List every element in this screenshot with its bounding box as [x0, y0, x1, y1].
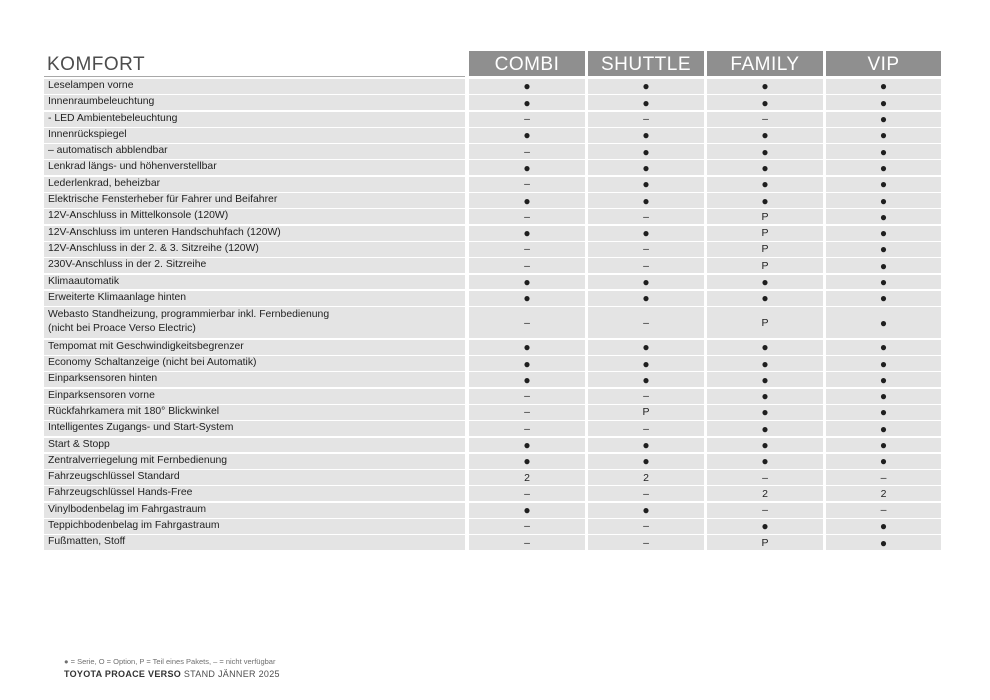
row-label [44, 405, 465, 420]
value-cell-family: – [707, 503, 823, 518]
row-label [44, 258, 465, 273]
row-label-text: Elektrische Fensterheber für Fahrer und Beifahrer [48, 194, 278, 206]
row-label [44, 356, 465, 371]
row-label-text: Einparksensoren vorne [48, 389, 155, 401]
value-cell-family: ● [707, 421, 823, 436]
value-cell-combi: ● [469, 275, 585, 290]
row-label [44, 421, 465, 436]
row-label [44, 242, 465, 257]
row-label-text: Start & Stopp [48, 438, 110, 450]
row-label [44, 95, 465, 110]
value-cell-combi: – [469, 389, 585, 404]
value-cell-vip: – [826, 503, 941, 518]
row-label-text: Klimaautomatik [48, 275, 120, 287]
row-label-text: 12V-Anschluss im unteren Handschuhfach (120W) [48, 226, 281, 238]
column-header-vip: VIP [826, 51, 941, 76]
value-cell-vip: ● [826, 193, 941, 208]
footer-brand: TOYOTA PROACE VERSO [64, 669, 182, 679]
row-label-text: Intelligentes Zugangs- und Start-System [48, 422, 234, 434]
value-cell-family: ● [707, 372, 823, 387]
value-cell-vip: ● [826, 128, 941, 143]
row-label-text: Leselampen vorne [48, 80, 134, 91]
footer-legend: ● = Serie, O = Option, P = Teil eines Pakets, – = nicht verfügbar [64, 657, 276, 666]
row-label [44, 275, 465, 290]
row-label [44, 144, 465, 159]
value-cell-shuttle: – [588, 242, 704, 257]
row-label [44, 177, 465, 192]
value-cell-vip: ● [826, 226, 941, 241]
value-cell-family: ● [707, 193, 823, 208]
row-label [44, 128, 465, 143]
value-cell-combi: – [469, 307, 585, 338]
value-cell-vip: ● [826, 160, 941, 175]
row-label [44, 438, 465, 453]
value-cell-combi: – [469, 519, 585, 534]
value-cell-combi: – [469, 421, 585, 436]
value-cell-vip: ● [826, 307, 941, 338]
value-cell-family: P [707, 226, 823, 241]
value-cell-family: ● [707, 128, 823, 143]
value-cell-family: P [707, 242, 823, 257]
row-label-text: Innenraumbeleuchtung [48, 96, 155, 108]
column-header-family: FAMILY [707, 51, 823, 76]
value-cell-combi: – [469, 209, 585, 224]
row-label-text: Webasto Standheizung, programmierbar inkl. Fernbedienung [48, 308, 330, 320]
value-cell-family: ● [707, 275, 823, 290]
row-label-text: 12V-Anschluss in Mittelkonsole (120W) [48, 210, 229, 222]
value-cell-shuttle: – [588, 535, 704, 550]
value-cell-combi: ● [469, 438, 585, 453]
value-cell-combi: ● [469, 356, 585, 371]
row-label-text: 230V-Anschluss in der 2. Sitzreihe [48, 259, 207, 271]
row-label [44, 503, 465, 518]
row-label-text: Rückfahrkamera mit 180° Blickwinkel [48, 405, 220, 417]
row-label [44, 486, 465, 501]
value-cell-combi: – [469, 535, 585, 550]
value-cell-combi: ● [469, 95, 585, 110]
value-cell-vip: ● [826, 438, 941, 453]
row-label-text: Einparksensoren hinten [48, 373, 158, 385]
row-label-text: Vinylbodenbelag im Fahrgastraum [48, 503, 207, 515]
value-cell-family: ● [707, 454, 823, 469]
column-header-shuttle: SHUTTLE [588, 51, 704, 76]
value-cell-family: P [707, 258, 823, 273]
value-cell-family: ● [707, 79, 823, 94]
value-cell-family: P [707, 535, 823, 550]
row-label-text: Economy Schaltanzeige (nicht bei Automatik) [48, 357, 257, 369]
value-cell-shuttle: ● [588, 226, 704, 241]
value-cell-family: – [707, 112, 823, 127]
value-cell-shuttle: ● [588, 177, 704, 192]
value-cell-combi: ● [469, 340, 585, 355]
value-cell-shuttle: ● [588, 454, 704, 469]
value-cell-combi: – [469, 112, 585, 127]
row-label [44, 470, 465, 485]
value-cell-shuttle: ● [588, 291, 704, 306]
value-cell-shuttle: ● [588, 340, 704, 355]
value-cell-vip: ● [826, 258, 941, 273]
value-cell-vip: ● [826, 275, 941, 290]
row-label [44, 226, 465, 241]
section-title: KOMFORT [47, 54, 146, 75]
value-cell-combi: ● [469, 160, 585, 175]
value-cell-shuttle: ● [588, 356, 704, 371]
row-label-text: – automatisch abblendbar [48, 145, 168, 157]
column-header-combi: COMBI [469, 51, 585, 76]
value-cell-family: ● [707, 389, 823, 404]
value-cell-vip: ● [826, 519, 941, 534]
value-cell-combi: ● [469, 79, 585, 94]
value-cell-vip: ● [826, 79, 941, 94]
value-cell-shuttle: – [588, 307, 704, 338]
value-cell-family: ● [707, 144, 823, 159]
value-cell-combi: ● [469, 193, 585, 208]
value-cell-combi: ● [469, 372, 585, 387]
value-cell-vip: ● [826, 291, 941, 306]
value-cell-combi: – [469, 144, 585, 159]
value-cell-shuttle: – [588, 209, 704, 224]
value-cell-family: P [707, 307, 823, 338]
row-label-text: Erweiterte Klimaanlage hinten [48, 291, 187, 303]
row-label [44, 160, 465, 175]
value-cell-family: ● [707, 438, 823, 453]
value-cell-shuttle: ● [588, 372, 704, 387]
value-cell-family: ● [707, 356, 823, 371]
row-label-text: Fahrzeugschlüssel Hands-Free [48, 487, 193, 499]
row-label [44, 340, 465, 355]
value-cell-shuttle: ● [588, 144, 704, 159]
value-cell-vip: 2 [826, 486, 941, 501]
row-label-text: Zentralverriegelung mit Fernbedienung [48, 454, 228, 466]
value-cell-vip: ● [826, 372, 941, 387]
row-label [44, 454, 465, 469]
value-cell-combi: ● [469, 503, 585, 518]
value-cell-shuttle: ● [588, 79, 704, 94]
row-label [44, 291, 465, 306]
value-cell-vip: ● [826, 177, 941, 192]
row-label-text: Fußmatten, Stoff [48, 536, 126, 548]
value-cell-vip: ● [826, 144, 941, 159]
row-label-text: 12V-Anschluss in der 2. & 3. Sitzreihe (120W) [48, 242, 259, 254]
row-label [44, 112, 465, 127]
value-cell-family: ● [707, 291, 823, 306]
value-cell-family: – [707, 470, 823, 485]
value-cell-combi: ● [469, 226, 585, 241]
value-cell-family: ● [707, 160, 823, 175]
value-cell-vip: ● [826, 112, 941, 127]
row-label-note: (nicht bei Proace Verso Electric) [48, 323, 196, 335]
value-cell-combi: ● [469, 454, 585, 469]
row-label-text: - LED Ambientebeleuchtung [48, 112, 178, 124]
value-cell-shuttle: – [588, 421, 704, 436]
value-cell-family: 2 [707, 486, 823, 501]
value-cell-family: ● [707, 95, 823, 110]
value-cell-family: ● [707, 340, 823, 355]
value-cell-family: P [707, 209, 823, 224]
value-cell-family: ● [707, 519, 823, 534]
value-cell-combi: ● [469, 291, 585, 306]
value-cell-shuttle: ● [588, 128, 704, 143]
title-divider [44, 76, 465, 77]
value-cell-family: ● [707, 405, 823, 420]
value-cell-shuttle: – [588, 519, 704, 534]
row-label [44, 519, 465, 534]
row-label [44, 372, 465, 387]
footer-caption [64, 669, 280, 679]
value-cell-vip: ● [826, 405, 941, 420]
value-cell-vip: ● [826, 421, 941, 436]
value-cell-shuttle: P [588, 405, 704, 420]
value-cell-combi: – [469, 405, 585, 420]
row-label [44, 209, 465, 224]
row-label-text: Fahrzeugschlüssel Standard [48, 471, 180, 483]
row-label-text: Innenrückspiegel [48, 128, 127, 140]
value-cell-vip: – [826, 470, 941, 485]
value-cell-combi: ● [469, 128, 585, 143]
value-cell-vip: ● [826, 340, 941, 355]
value-cell-vip: ● [826, 95, 941, 110]
row-label-text: Lederlenkrad, beheizbar [48, 177, 161, 189]
value-cell-shuttle: – [588, 486, 704, 501]
value-cell-combi: 2 [469, 470, 585, 485]
row-label [44, 535, 465, 550]
value-cell-vip: ● [826, 389, 941, 404]
value-cell-shuttle: ● [588, 95, 704, 110]
value-cell-vip: ● [826, 209, 941, 224]
value-cell-shuttle: ● [588, 160, 704, 175]
value-cell-vip: ● [826, 535, 941, 550]
row-label-text: Teppichbodenbelag im Fahrgastraum [48, 520, 220, 532]
value-cell-combi: – [469, 486, 585, 501]
row-label-text: Lenkrad längs- und höhenverstellbar [48, 161, 217, 173]
value-cell-shuttle: ● [588, 438, 704, 453]
row-label [44, 193, 465, 208]
row-label [44, 307, 465, 338]
value-cell-combi: – [469, 258, 585, 273]
row-label-text: Tempomat mit Geschwindigkeitsbegrenzer [48, 340, 244, 352]
value-cell-vip: ● [826, 242, 941, 257]
value-cell-combi: – [469, 177, 585, 192]
value-cell-shuttle: 2 [588, 470, 704, 485]
footer-date: STAND JÄNNER 2025 [181, 669, 280, 679]
value-cell-combi: – [469, 242, 585, 257]
value-cell-shuttle: ● [588, 503, 704, 518]
value-cell-vip: ● [826, 356, 941, 371]
value-cell-shuttle: ● [588, 275, 704, 290]
value-cell-shuttle: ● [588, 193, 704, 208]
value-cell-shuttle: – [588, 258, 704, 273]
row-label [44, 389, 465, 404]
row-label [44, 79, 465, 94]
value-cell-shuttle: – [588, 112, 704, 127]
value-cell-vip: ● [826, 454, 941, 469]
value-cell-family: ● [707, 177, 823, 192]
value-cell-shuttle: – [588, 389, 704, 404]
